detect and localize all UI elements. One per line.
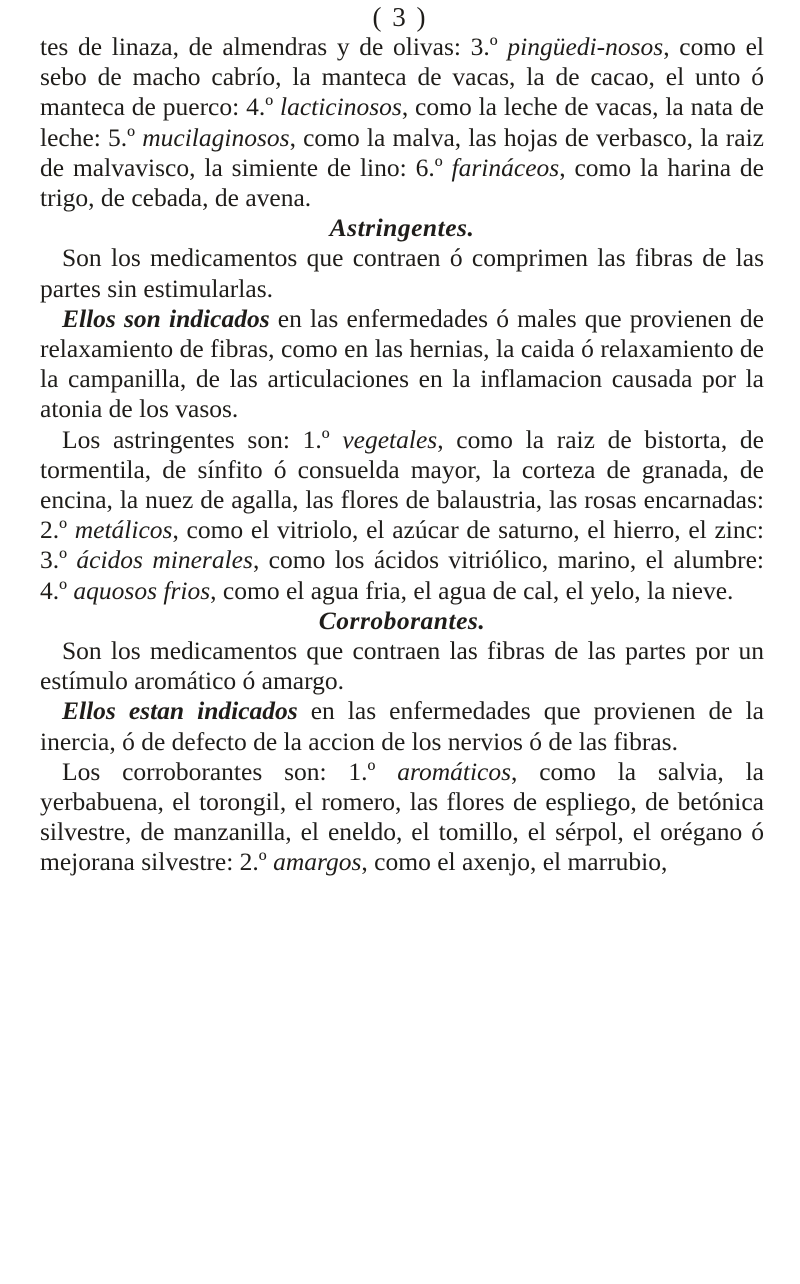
text-run: Los corroborantes son: 1.º [62,756,398,786]
text-run: , como el axenjo, el marrubio, [361,847,668,877]
text-run: , como el agua fria, el agua de cal, el yelo, la nieve. [210,575,734,605]
italic-term: ácidos minerales [76,545,253,575]
emphasis-phrase: Ellos son indicados [62,303,270,333]
italic-term: farináceos [451,152,560,182]
paragraph-indications [40,696,764,756]
italic-term: metálicos [74,515,173,545]
text-run: , como la harina de trigo, de cebada, de avena. [40,152,764,213]
italic-term: lacticinosos [279,92,402,122]
text-run: en las enfermedades ó males que provienen de relaxamiento de fibras, como en las hernias, la caida ó relaxamiento de la campanilla, de las articulaciones en la inflamacion causada por la atonia de los vasos. [40,303,764,424]
text-run: tes de linaza, de almendras y de olivas: 3.º [40,32,508,61]
section-heading-corroborantes: Corroborantes. [318,605,486,635]
text-run: , como la leche de vacas, la nata de leche: 5.º [40,92,764,152]
section-heading-astringentes: Astringentes. [329,213,475,243]
text-run: , como el sebo de macho cabrío, la manteca de vacas, la de cacao, el unto ó manteca de puerco: 4.º [40,32,764,122]
italic-term: amargos [273,847,362,877]
italic-term: pingüedi-nosos [507,32,664,61]
text-run: Los astringentes son: 1.º [62,424,343,454]
paragraph-continuation [40,32,764,213]
emphasis-phrase: Ellos estan indicados [62,696,298,726]
text-run: , como los ácidos vitriólico, marino, el alumbre: 4.º [40,545,764,605]
italic-term: mucilaginosos [142,122,290,152]
text-run: en las enfermedades que provienen de la inercia, ó de defecto de la accion de los nervios ó de las fibras. [40,696,764,756]
italic-term: vegetales [342,424,438,454]
italic-term: aromáticos [397,756,512,786]
paragraph-list [40,757,764,878]
text-run: , como el vitriolo, el azúcar de saturno, el hierro, el zinc: 3.º [40,515,764,575]
paragraph-indications [40,304,764,425]
text-run: , como la raiz de bistorta, de tormentila, de sínfito ó consuelda mayor, la corteza de granada, de encina, la nuez de agalla, las flores de balaustria, las rosas encarnadas: 2.º [40,424,764,545]
page-number: ( 3 ) [372,2,428,32]
text-run: , como la malva, las hojas de verbasco, la raiz de malvavisco, la simiente de lino: 6.º [40,122,764,182]
paragraph-definition: Son los medicamentos que contraen ó comprimen las fibras de las partes sin estimularlas. [40,243,764,303]
page-body [40,32,764,878]
italic-term: aquosos frios [73,575,211,605]
paragraph-definition: Son los medicamentos que contraen las fibras de las partes por un estímulo aromático ó amargo. [40,636,764,696]
paragraph-list [40,425,764,606]
text-run: , como la salvia, la yerbabuena, el torongil, el romero, las flores de espliego, de betónica silvestre, de manzanilla, el eneldo, el tomillo, el sérpol, el orégano ó mejorana silvestre: 2.º [40,756,764,877]
